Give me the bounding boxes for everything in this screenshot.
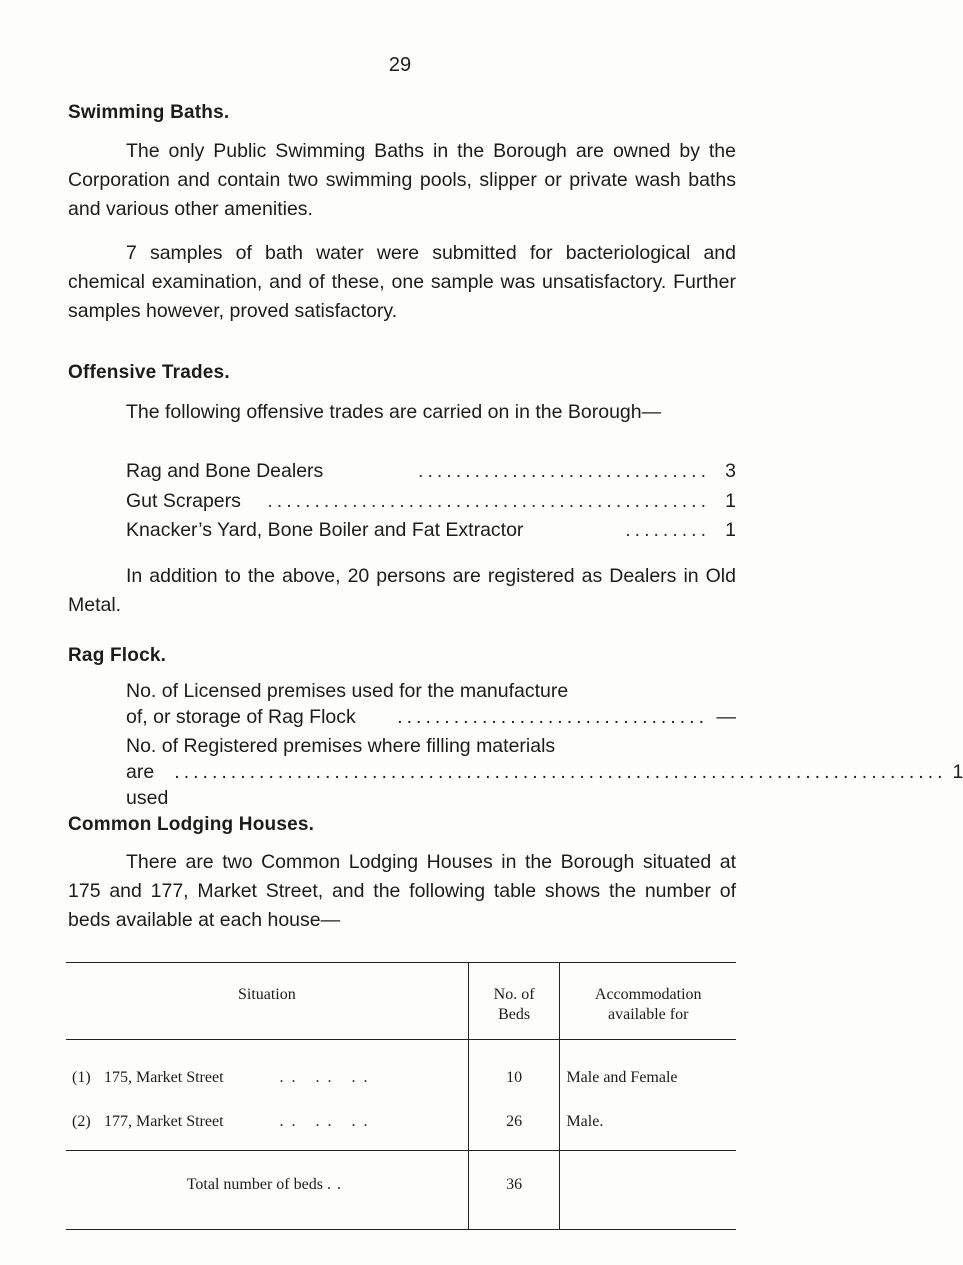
offensive-trades-intro: The following offensive trades are carried on in the Borough— (126, 401, 662, 423)
rag-flock-count: 1 (952, 761, 963, 783)
header-accommodation (560, 963, 736, 1040)
dot-leader: ......... (625, 519, 710, 541)
situation-cell (66, 1040, 468, 1101)
rag-flock-item (126, 678, 736, 730)
row-number: (1) (72, 1069, 91, 1086)
total-label: Total number of beds (186, 1176, 323, 1193)
total-label-cell (66, 1151, 468, 1230)
trade-count: 3 (725, 460, 736, 482)
header-accommodation-line1: Accommodation (594, 986, 702, 1003)
trade-label: Rag and Bone Dealers (126, 460, 324, 482)
trade-label: Gut Scrapers (126, 490, 241, 512)
rag-flock-count: — (716, 706, 736, 728)
offensive-trades-heading: Offensive Trades. (68, 362, 230, 383)
rag-flock-item (126, 733, 963, 811)
header-beds (468, 963, 560, 1040)
dot-leader: .................................................................................. (174, 761, 947, 783)
situation-text: 175, Market Street (104, 1069, 224, 1086)
offensive-trade-item (126, 517, 736, 543)
lodging-houses-heading: Common Lodging Houses. (68, 814, 315, 835)
accommodation-cell: Male and Female (566, 1069, 678, 1086)
dot-leader: ................................. (397, 706, 708, 728)
header-beds-line1: No. of (493, 986, 535, 1003)
swimming-paragraph-1: The only Public Swimming Baths in the Borough are owned by the Corporation and contain two swimming pools, slipper or private wash baths and various other amenities. (68, 140, 736, 220)
dot-leader: .. (326, 1176, 347, 1193)
lodging-houses-paragraph: There are two Common Lodging Houses in the Borough situated at 175 and 177, Market Street, and the following table shows the number of beds available at each house— (68, 851, 736, 931)
total-value: 36 (468, 1151, 560, 1230)
dot-leader: .. .. .. (279, 1069, 376, 1086)
rag-flock-heading: Rag Flock. (68, 645, 167, 666)
rag-flock-item-line1: No. of Licensed premises used for the manufacture (126, 680, 569, 702)
page-number: 29 (388, 54, 412, 76)
dot-leader: ............................................... (267, 490, 710, 512)
row-number: (2) (72, 1113, 91, 1130)
rag-flock-item-line1: No. of Registered premises where filling materials (126, 735, 556, 757)
rag-flock-item-line2: are used (126, 761, 169, 809)
dot-leader: ............................... (418, 460, 710, 482)
header-beds-line2: Beds (498, 1006, 531, 1023)
rag-flock-item-line2: of, or storage of Rag Flock (126, 706, 356, 728)
swimming-paragraph-2: 7 samples of bath water were submitted for bacteriological and chemical examination, and of these, one sample was unsatisfactory. Further samples however, proved satisfactory. (68, 242, 736, 322)
trade-count: 1 (725, 490, 736, 512)
header-accommodation-line2: available for (608, 1006, 689, 1023)
lodging-houses-table (66, 962, 736, 1230)
header-situation: Situation (237, 986, 296, 1003)
table-row (66, 1040, 736, 1101)
table-total-row (66, 1151, 736, 1230)
total-empty-cell (560, 1151, 736, 1230)
situation-cell (66, 1100, 468, 1151)
swimming-baths-heading: Swimming Baths. (68, 102, 230, 123)
beds-cell: 10 (468, 1040, 560, 1101)
trade-count: 1 (725, 519, 736, 541)
dot-leader: .. .. .. (279, 1113, 376, 1130)
table-header-row (66, 963, 736, 1040)
accommodation-cell: Male. (566, 1113, 604, 1130)
offensive-trade-item (126, 458, 736, 484)
offensive-trade-item (126, 488, 736, 514)
situation-text: 177, Market Street (104, 1113, 224, 1130)
old-metal-paragraph: In addition to the above, 20 persons are registered as Dealers in Old Metal. (68, 565, 736, 616)
beds-cell: 26 (468, 1100, 560, 1151)
table-row (66, 1100, 736, 1151)
trade-label: Knacker’s Yard, Bone Boiler and Fat Extractor (126, 519, 524, 541)
